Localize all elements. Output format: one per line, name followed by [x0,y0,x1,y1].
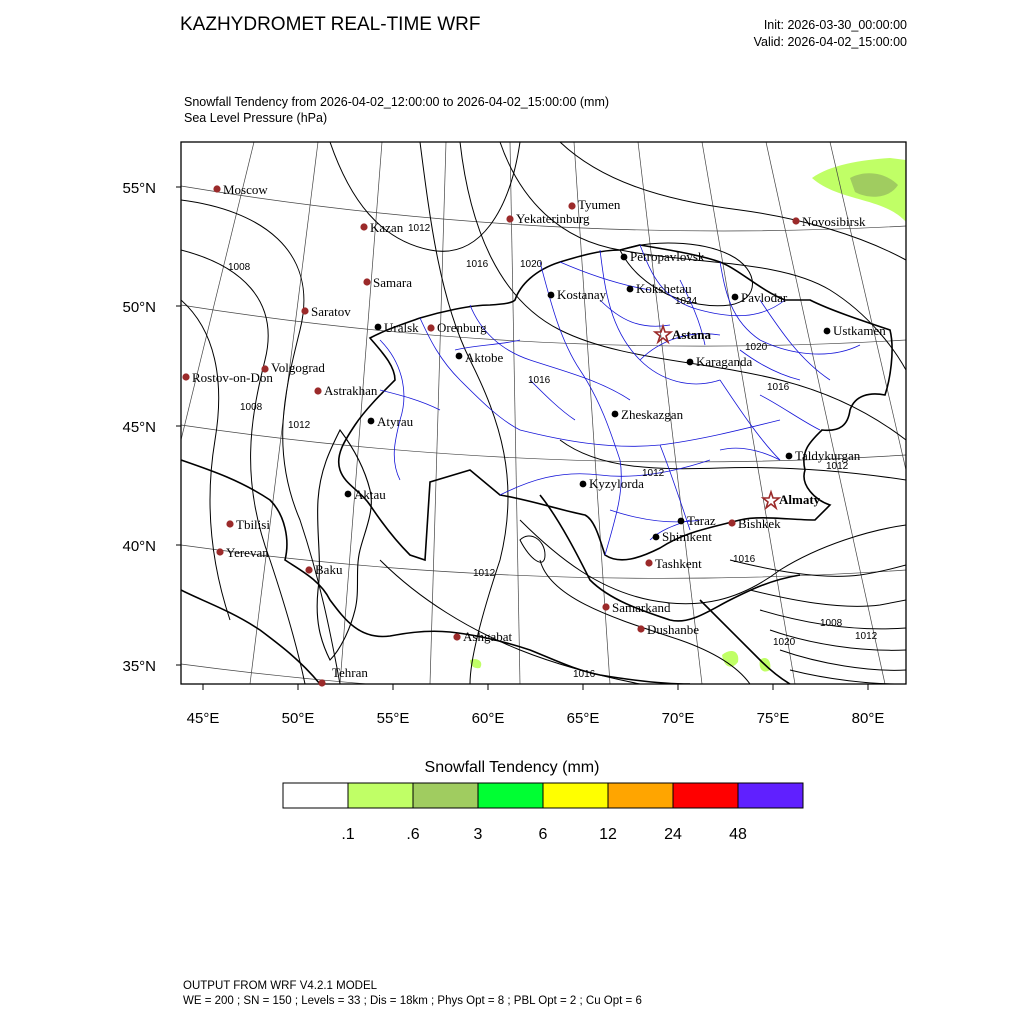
city-label: Petropavlovsk [630,249,705,264]
isobar-label: 1024 [675,296,698,307]
isobar-label: 1016 [573,669,596,680]
isobar-label: 1008 [228,262,251,273]
colorbar-tick: 48 [729,826,747,843]
city-label: Almaty [779,492,821,507]
colorbar-swatch [738,783,803,808]
colorbar-swatch [673,783,738,808]
lon-label: 70°E [661,710,695,727]
city-label: Karaganda [696,354,753,369]
isobar-label: 1012 [855,631,878,642]
lon-label: 60°E [471,710,505,727]
lat-label: 50°N [122,299,156,316]
city-label: Saratov [311,304,351,319]
isobar-label: 1016 [767,382,790,393]
isobar-label: 1008 [820,618,843,629]
city-names [192,182,886,680]
lon-label: 50°E [281,710,315,727]
city-label: Kazan [370,220,404,235]
isobar-label: 1012 [473,568,496,579]
city-label: Astrakhan [324,383,378,398]
colorbar-tick: 24 [664,826,682,843]
lat-labels [122,180,156,675]
lon-label: 55°E [376,710,410,727]
lon-label: 75°E [756,710,790,727]
city-label: Samarkand [612,600,671,615]
isobar-label: 1016 [466,259,489,270]
city-label: Kostanay [557,287,607,302]
isobar-label: 1020 [773,637,796,648]
lat-label: 45°N [122,419,156,436]
city-label: Taraz [687,513,716,528]
isobar-label: 1020 [745,342,768,353]
province-boundaries [380,245,860,555]
city-label: Aktobe [465,350,504,365]
colorbar-swatch [348,783,413,808]
colorbar-swatch [283,783,348,808]
valid-time: Valid: 2026-04-02_15:00:00 [753,35,907,49]
city-label: Kyzylorda [589,476,644,491]
isobar-label: 1012 [642,468,665,479]
city-label: Ashgabat [463,629,513,644]
colorbar-tick: 3 [473,826,483,843]
city-markers [182,185,830,686]
subtitle-snowfall: Snowfall Tendency from 2026-04-02_12:00:00 to 2026-04-02_15:00:00 (mm) [184,95,610,109]
footer-config: WE = 200 ; SN = 150 ; Levels = 33 ; Dis = 18km ; Phys Opt = 8 ; PBL Opt = 2 ; Cu Opt = 6 [183,995,642,1007]
city-label: Ustkamen [833,323,886,338]
map-title: KAZHYDROMET REAL-TIME WRF [180,14,481,35]
lat-ticks [176,187,181,665]
colorbar-swatch [543,783,608,808]
city-label: Pavlodar [741,290,788,305]
city-label: Tyumen [578,197,621,212]
city-label: Taldykurgan [795,448,861,463]
isobar-label: 1012 [408,223,431,234]
city-label: Bishkek [738,516,781,531]
isobar-label: 1012 [826,461,849,472]
lon-label: 80°E [851,710,885,727]
colorbar-title: Snowfall Tendency (mm) [424,759,600,776]
city-label: Moscow [223,182,268,197]
city-label: Astana [672,327,712,342]
colorbar-tick: .1 [341,826,355,843]
city-label: Rostov-on-Don [192,370,273,385]
city-label: Zheskazgan [621,407,684,422]
city-label: Shimkent [662,529,712,544]
isobar-label: 1016 [528,375,551,386]
city-label: Orenburg [437,320,487,335]
isobar-label: 1012 [288,420,311,431]
lon-labels [187,710,885,727]
lon-label: 65°E [566,710,600,727]
lon-ticks [203,684,868,690]
city-label: Samara [373,275,412,290]
city-label: Yekaterinburg [516,211,590,226]
lon-label: 45°E [186,710,220,727]
lat-label: 55°N [122,180,156,197]
city-label: Dushanbe [647,622,699,637]
city-label: Volgograd [271,360,325,375]
colorbar-swatch [478,783,543,808]
init-time: Init: 2026-03-30_00:00:00 [763,18,907,32]
city-label: Baku [315,562,343,577]
isobar-label: 1016 [733,554,756,565]
footer-model: OUTPUT FROM WRF V4.2.1 MODEL [183,980,378,992]
isobar-label: 1020 [520,259,543,270]
city-label: Yerevan [226,545,269,560]
lat-label: 40°N [122,538,156,555]
subtitle-pressure: Sea Level Pressure (hPa) [184,111,328,125]
city-label: Novosibirsk [802,214,866,229]
country-borders [181,245,892,684]
city-label: Tashkent [655,556,702,571]
colorbar-swatch [608,783,673,808]
colorbar-swatch [413,783,478,808]
colorbar-tick: 6 [538,826,548,843]
lat-label: 35°N [122,658,156,675]
snowfall-shading [470,158,906,672]
colorbar-tick: 12 [599,826,617,843]
star-icon [655,326,671,342]
isobar-label: 1008 [240,402,263,413]
city-label: Kokshetau [636,281,692,296]
city-label: Tbilisi [236,517,270,532]
star-icon [763,492,779,508]
colorbar-tick: .6 [406,826,420,843]
colorbar [283,783,803,808]
city-label: Tehran [332,665,368,680]
city-label: Uralsk [384,320,419,335]
city-label: Aktau [354,487,386,502]
city-label: Atyrau [377,414,414,429]
